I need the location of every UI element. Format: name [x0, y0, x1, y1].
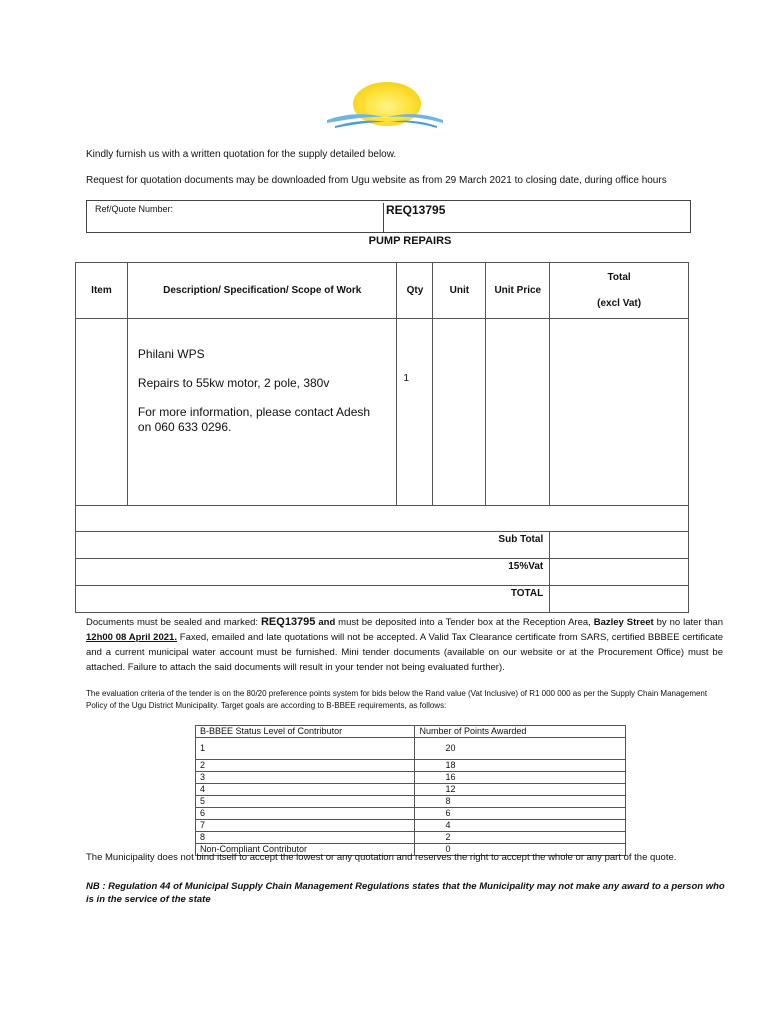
col-unit-price: Unit Price: [486, 263, 550, 319]
ref-label: Ref/Quote Number:: [95, 204, 174, 214]
evaluation-criteria: The evaluation criteria of the tender is on the 80/20 preference points system for bids below the Rand value (Vat Inclusive) of R1 000 000 as per the Supply Chain Management Policy of the Ugu District Municipality. Target goals are according to B-BBEE requirements, as follows:: [86, 689, 708, 710]
intro-line-1: Kindly furnish us with a written quotation for the supply detailed below.: [86, 149, 397, 160]
description-site: Philani WPS: [137, 347, 205, 361]
qty-cell: 1: [397, 319, 433, 506]
subtotal-value: [550, 532, 689, 559]
col-total: Total (excl Vat): [550, 263, 689, 319]
bbbee-table: [195, 725, 626, 856]
nb-regulation: NB : Regulation 44 of Municipal Supply Chain Management Regulations states that the Municipality may not make any award to a person who is in the service of the state: [86, 881, 725, 905]
total-row: [76, 586, 689, 613]
unit-price-cell: [486, 319, 550, 506]
bbbee-col-points: Number of Points Awarded: [415, 726, 626, 738]
subtotal-label: Sub Total: [76, 532, 550, 559]
ref-box: [86, 200, 691, 233]
spacer-row: [76, 506, 689, 532]
total-value: [550, 586, 689, 613]
vat-row: [76, 559, 689, 586]
notice-deadline: 12h00 08 April 2021.: [86, 632, 177, 643]
total-cell: [550, 319, 689, 506]
table-row: Non-Compliant Contributor 0: [196, 844, 626, 856]
vat-value: [550, 559, 689, 586]
notice-street: Bazley Street: [593, 617, 654, 628]
table-row: [76, 319, 689, 506]
ref-number: REQ13795: [386, 203, 446, 217]
description-contact: For more information, please contact Adesh on 060 633 0296.: [137, 405, 371, 434]
table-row: 3 16: [196, 772, 626, 784]
unit-cell: [433, 319, 486, 506]
disclaimer: The Municipality does not bind itself to accept the lowest or any quotation and reserves the right to accept the whole or any part of the quote.: [86, 852, 677, 863]
description-cell: [127, 319, 397, 506]
table-row: 7 4: [196, 820, 626, 832]
ref-divider: [383, 203, 384, 232]
description-work: Repairs to 55kw motor, 2 pole, 380v: [137, 376, 330, 390]
table-header-row: [76, 263, 689, 319]
bbbee-col-level: B-BBEE Status Level of Contributor: [196, 726, 415, 738]
submission-notice: Documents must be sealed and marked: REQ13795 and must be deposited into a Tender box at the Reception Area, Bazley Street by no later than 12h00 08 April 2021. Faxed, emailed and late quotations will not be accepted. A Valid Tax Clearance certificate from SARS, certified BBBEE certificate and a current municipal water account must be furnished. Mini tender documents (available on our website or at the Procurement Office) must be attached. Failure to attach the said documents will result in your tender not being evaluated further).: [86, 616, 724, 673]
table-row: 5 8: [196, 796, 626, 808]
item-cell: [76, 319, 128, 506]
notice-ref: REQ13795: [260, 616, 316, 628]
table-row: 8 2: [196, 832, 626, 844]
total-label: TOTAL: [76, 586, 550, 613]
table-row: 2 18: [196, 760, 626, 772]
table-row: 6 6: [196, 808, 626, 820]
col-item: Item: [76, 263, 128, 319]
col-qty: Qty: [397, 263, 433, 319]
intro-line-2: Request for quotation documents may be downloaded from Ugu website as from 29 March 2021 to closing date, during office hours: [86, 175, 667, 186]
col-description: Description/ Specification/ Scope of Work: [127, 263, 397, 319]
quotation-table: [75, 262, 689, 613]
bbbee-header-row: [196, 726, 626, 738]
subtotal-row: [76, 532, 689, 559]
table-row: 1 20: [196, 738, 626, 760]
col-unit: Unit: [433, 263, 486, 319]
vat-label: 15%Vat: [76, 559, 550, 586]
table-row: 4 12: [196, 784, 626, 796]
ugu-logo: [325, 80, 445, 132]
page-title: PUMP REPAIRS: [368, 235, 452, 247]
